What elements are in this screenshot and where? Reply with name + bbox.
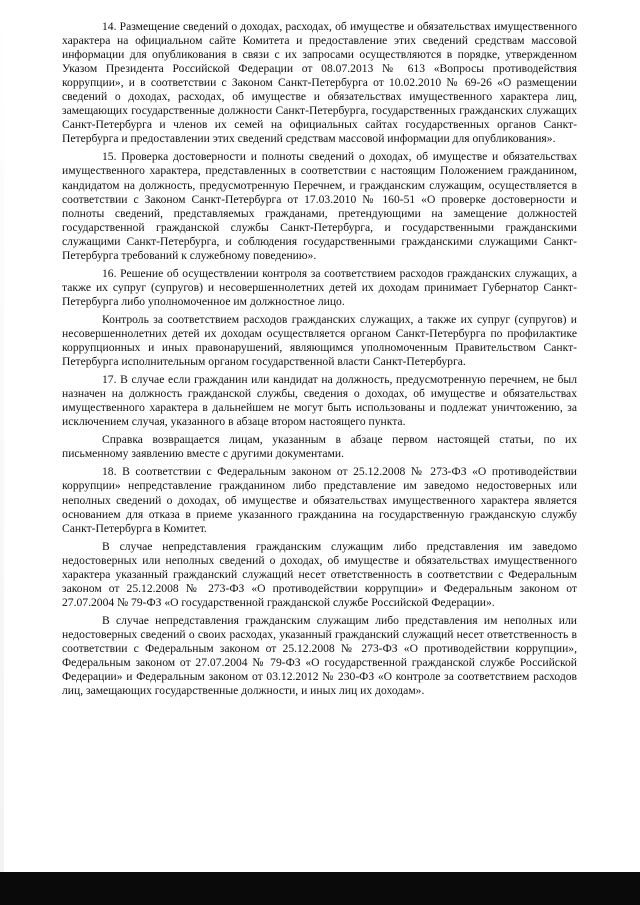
scan-edge [0,0,4,905]
paragraph-16: 16. Решение об осуществлении контроля за соответствием расходов гражданских служащих, а также их супруг (супругов) и несовершеннолетних детей их доходам принимает Губернатор Санкт-Петербурга либо уполномоченное им должностное лицо. [62,266,577,308]
paragraph-17-reference: Справка возвращается лицам, указанным в абзаце первом настоящей статьи, по их письменному заявлению вместе с другими документами. [62,433,577,461]
paragraph-16-control: Контроль за соответствием расходов гражданских служащих, а также их супруг (супругов) и несовершеннолетних детей их доходам осуществляется органом Санкт-Петербурга по профилактике коррупционных и иных правонарушений, являющимся уполномоченным Правительством Санкт-Петербурга исполнительным органом государственной власти Санкт-Петербурга. [62,312,577,369]
paragraph-17: 17. В случае если гражданин или кандидат на должность, предусмотренную перечнем, не был назначен на должность гражданской службы, сведения о доходах, об имуществе и обязательствах имущественного характера в дальнейшем не могут быть использованы и подлежат уничтожению, за исключением случая, указанного в абзаце втором настоящего пункта. [62,373,577,429]
paragraph-14: 14. Размещение сведений о доходах, расходах, об имуществе и обязательствах имущественного характера на официальном сайте Комитета и предоставление этих сведений средствам массовой информации для опубликования в связи с их запросами осуществляются в порядке, утвержденном Указом Президента Российской Федерации от 08.07.2013 № 613 «Вопросы противодействия коррупции», и в соответствии с Законом Санкт-Петербурга от 10.02.2010 № 69-26 «О размещении сведений о доходах, расходах, об имуществе и обязательствах имущественного характера лиц, замещающих государственные должности Санкт-Петербурга, государственных гражданских служащих Санкт-Петербурга и членов их семей на официальных сайтах государственных органов Санкт-Петербурга и предоставлении этих сведений средствам массовой информации для опубликования». [62,20,577,146]
paragraph-18-income-liability: В случае непредставления гражданским служащим либо представления им заведомо недостоверных или неполных сведений о доходах, об имуществе и обязательствах имущественного характера указанный гражданский служащий несет ответственность в соответствии с Федеральным законом от 25.12.2008 № 273-ФЗ «О противодействии коррупции» и Федеральным законом от 27.07.2004 № 79-ФЗ «О государственной гражданской службе Российской Федерации». [62,539,577,609]
document-page [62,20,577,702]
paragraph-18-expense-liability: В случае непредставления гражданским служащим либо представления им неполных или недостоверных сведений о своих расходах, указанный гражданский служащий несет ответственность в соответствии с Федеральным законом от 25.12.2008 № 273-ФЗ «О противодействии коррупции», Федеральным законом от 27.07.2004 № 79-ФЗ «О государственной гражданской службе Российской Федерации» и Федеральным законом от 03.12.2012 № 230-ФЗ «О контроле за соответствием расходов лиц, замещающих государственные должности, и иных лиц их доходам». [62,613,577,698]
paragraph-15: 15. Проверка достоверности и полноты сведений о доходах, об имуществе и обязательствах имущественного характера, представленных в соответствии с настоящим Положением гражданином, кандидатом на должность, предусмотренную Перечнем, и гражданским служащим, осуществляется в соответствии с Законом Санкт-Петербурга от 17.03.2010 № 160-51 «О проверке достоверности и полноты сведений, представляемых гражданами, претендующими на замещение должностей государственной гражданской службы Санкт-Петербурга, и государственными гражданскими служащими Санкт-Петербурга, и соблюдения государственными гражданскими служащими Санкт-Петербурга требований к служебному поведению». [62,150,577,262]
scan-bottom-bar [0,872,640,905]
paragraph-18: 18. В соответствии с Федеральным законом от 25.12.2008 № 273-ФЗ «О противодействии коррупции» непредставление гражданином либо представление им заведомо недостоверных или неполных сведений о доходах, об имуществе и обязательствах имущественного характера является основанием для отказа в приеме указанного гражданина на государственную гражданскую службу Санкт-Петербурга в Комитет. [62,465,577,535]
